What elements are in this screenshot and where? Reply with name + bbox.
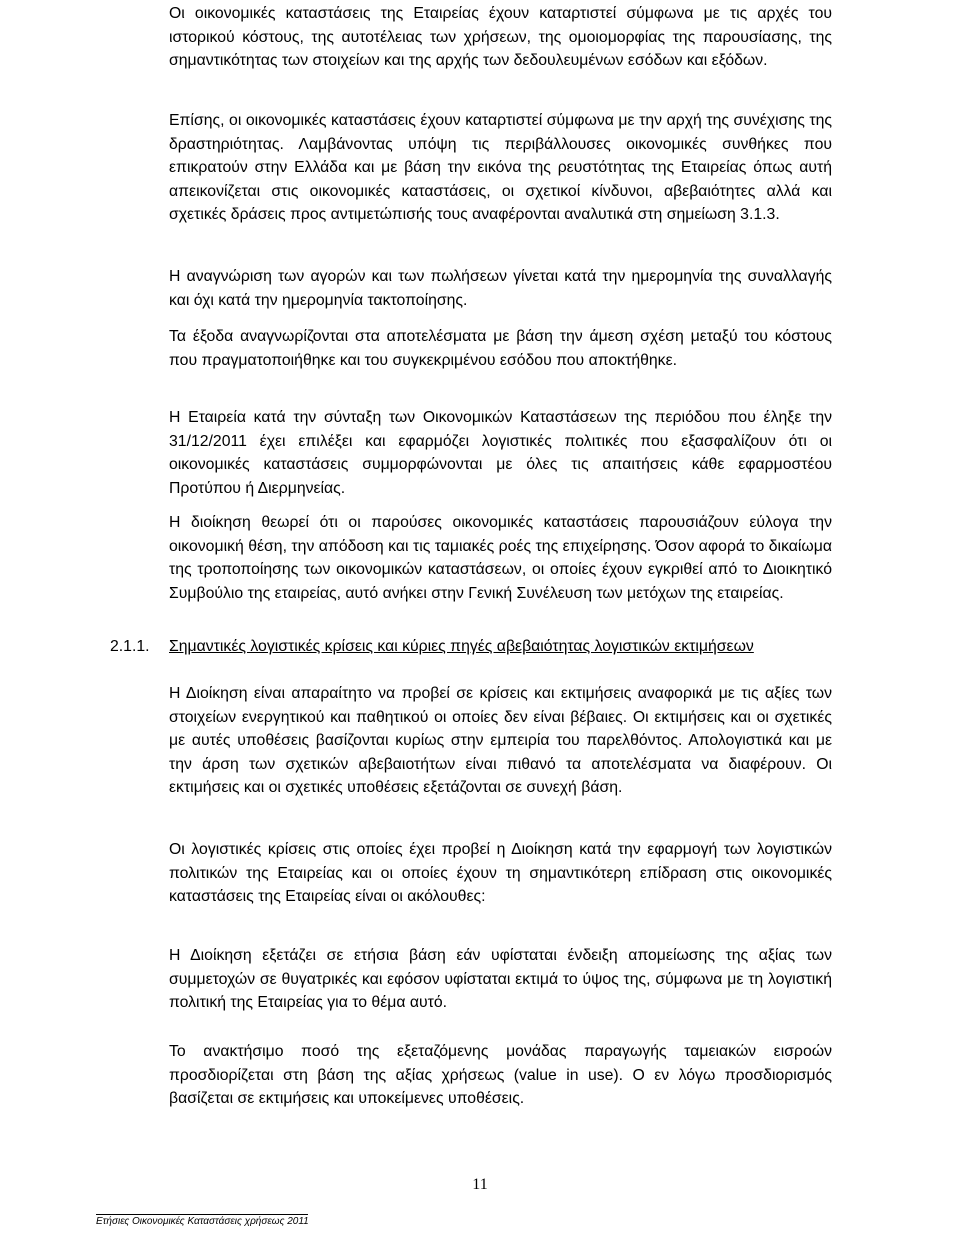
- section-title: Σημαντικές λογιστικές κρίσεις και κύριες πηγές αβεβαιότητας λογιστικών εκτιμήσεων: [169, 638, 754, 655]
- paragraph-expenses-recognition: Τα έξοδα αναγνωρίζονται στα αποτελέσματα με βάση την άμεση σχέση μεταξύ του κόστους που πραγματοποιήθηκε και του συγκεκριμένου εσόδου που αποκτήθηκε.: [169, 328, 832, 369]
- paragraph-recoverable-amount: Το ανακτήσιμο ποσό της εξεταζόμενης μονάδας παραγωγής ταμειακών εισροών προσδιορίζεται στη βάση της αξίας χρήσεως (value in use). Ο εν λόγω προσδιορισμός βασίζεται σε εκτιμήσεις και υποκείμενες υποθέσεις.: [169, 1043, 832, 1107]
- paragraph-judgements: Οι λογιστικές κρίσεις στις οποίες έχει προβεί η Διοίκηση κατά την εφαρμογή των λογιστικών πολιτικών της Εταιρείας και οι οποίες έχουν τη σημαντικότερη επίδραση στις οικονομικές καταστάσεις της Εταιρείας είναι οι ακόλουθες:: [169, 841, 832, 905]
- paragraph-management-view: Η διοίκηση θεωρεί ότι οι παρούσες οικονομικές καταστάσεις παρουσιάζουν εύλογα την οικονομική θέση, την απόδοση και τις ταμιακές ροές της επιχείρησης. Όσον αφορά το δικαίωμα της τροποποίησης των οικονομικών καταστάσεων, οι οποίες έχουν εγκριθεί από το Διοικητικό Συμβούλιο της εταιρείας, αυτό ανήκει στην Γενική Συνέλευση των μετόχων της εταιρείας.: [169, 514, 832, 602]
- footer-text: Ετήσιες Οικονομικές Καταστάσεις χρήσεως 2011: [96, 1216, 309, 1227]
- paragraph-going-concern: Επίσης, οι οικονομικές καταστάσεις έχουν καταρτιστεί σύμφωνα με την αρχή της συνέχισης της δραστηριότητας. Λαμβάνοντας υπόψη τις περιβάλλουσες οικονομικές συνθήκες που επικρατούν στην Ελλάδα και με βάση την εικόνα της ρευστότητας της Εταιρείας όπως αυτή απεικονίζεται στις οικονομικές καταστάσεις, οι σχετικοί κίνδυνοι, αβεβαιότητες αλλά και σχετικές δράσεις προς αντιμετώπισής τους αναφέρονται αναλυτικά στη σημείωση 3.1.3.: [169, 112, 832, 223]
- footer-divider: [96, 1214, 308, 1215]
- paragraph-recognition-date: Η αναγνώριση των αγορών και των πωλήσεων γίνεται κατά την ημερομηνία της συναλλαγής και όχι κατά την ημερομηνία τακτοποίησης.: [169, 268, 832, 309]
- paragraph-impairment: Η Διοίκηση εξετάζει σε ετήσια βάση εάν υφίσταται ένδειξη απομείωσης της αξίας των συμμετοχών σε θυγατρικές και εφόσον υφίσταται εκτιμά το ύψος της, σύμφωνα με τη λογιστική πολιτική της Εταιρείας για το θέμα αυτό.: [169, 947, 832, 1011]
- paragraph-accounting-policies: Η Εταιρεία κατά την σύνταξη των Οικονομικών Καταστάσεων της περιόδου που έληξε την 31/12/2011 έχει επιλέξει και εφαρμόζει λογιστικές πολιτικές που εξασφαλίζουν ότι οι οικονομικές καταστάσεις συμμορφώνονται με όλες τις απαιτήσεις κάθε εφαρμοστέου Προτύπου ή Διερμηνείας.: [169, 409, 832, 497]
- section-number: 2.1.1.: [110, 638, 150, 655]
- paragraph-accounting-principles: Οι οικονομικές καταστάσεις της Εταιρείας έχουν καταρτιστεί σύμφωνα με τις αρχές του ιστορικού κόστους, της αυτοτέλειας των χρήσεων, της ομοιομορφίας της παρουσίασης, της σημαντικότητας των στοιχείων και της αρχής των δεδουλευμένων εσόδων και εξόδων.: [169, 5, 832, 69]
- page-number: 11: [472, 1176, 488, 1193]
- paragraph-estimates: Η Διοίκηση είναι απαραίτητο να προβεί σε κρίσεις και εκτιμήσεις αναφορικά με τις αξίες των στοιχείων ενεργητικού και παθητικού οι οποίες δεν είναι βέβαιες. Οι εκτιμήσεις και οι σχετικές με αυτές υποθέσεις βασίζονται κυρίως στην εμπειρία του παρελθόντος. Απολογιστικά και με την άρση των σχετικών αβεβαιοτήτων είναι πιθανό τα αποτελέσματα να διαφέρουν. Οι εκτιμήσεις και οι σχετικές υποθέσεις εξετάζονται σε συνεχή βάση.: [169, 685, 832, 796]
